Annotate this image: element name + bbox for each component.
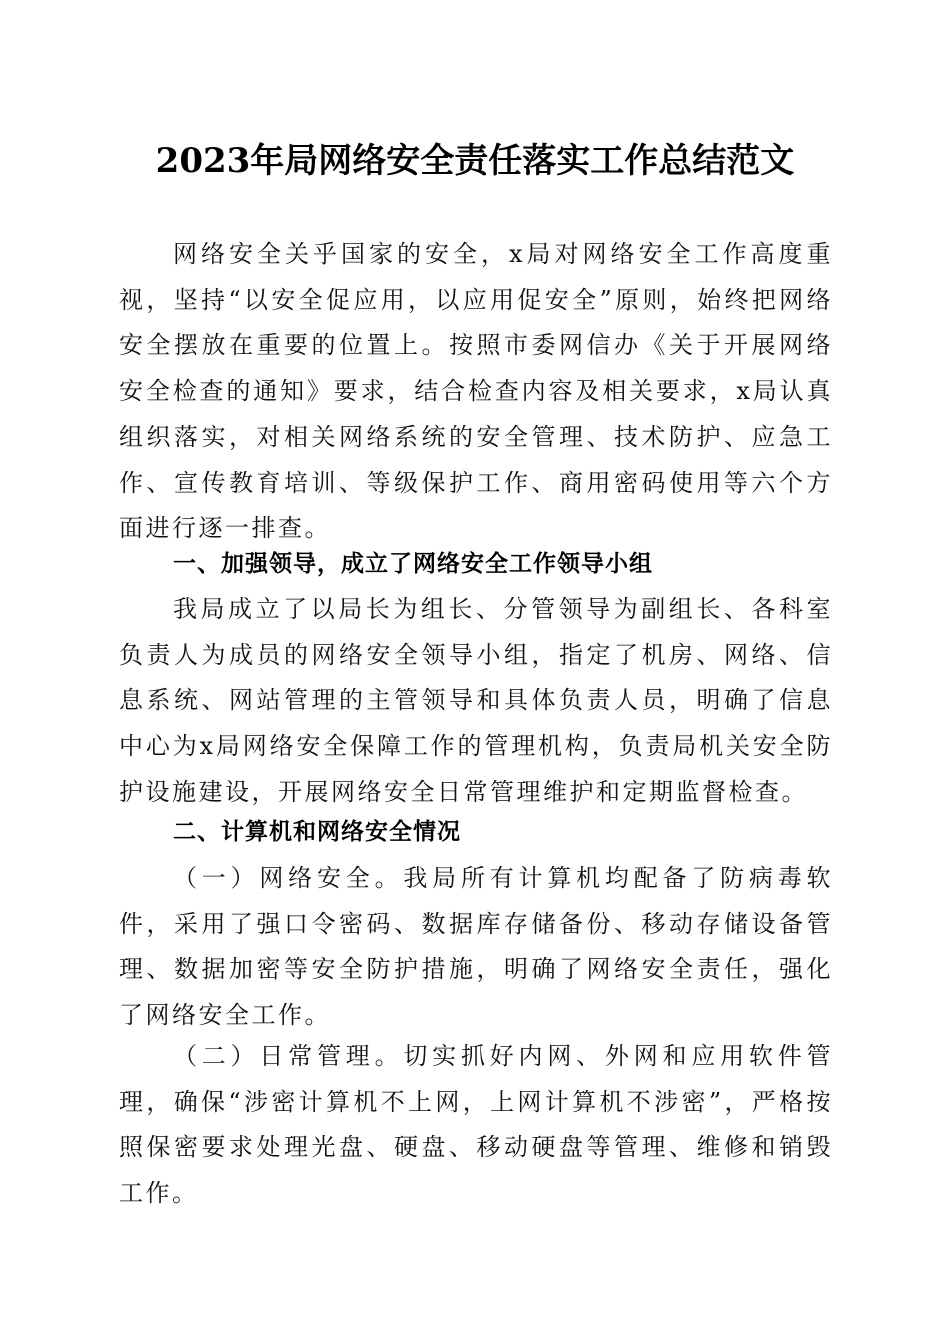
document-title: 2023年局网络安全责任落实工作总结范文 [155, 141, 795, 181]
section-1-heading: 一、加强领导，成立了网络安全工作领导小组 [173, 551, 653, 577]
section-2-heading: 二、计算机和网络安全情况 [173, 819, 461, 845]
section-2-paragraph-2: （二）日常管理。切实抓好内网、外网和应用软件管理，确保“涉密计算机不上网，上网计算机不涉密”，严格按照保密要求处理光盘、硬盘、移动硬盘等管理、维修和销毁工作。 [119, 1042, 833, 1208]
intro-paragraph: 网络安全关乎国家的安全，x局对网络安全工作高度重视，坚持“以安全促应用，以应用促安全”原则，始终把网络安全摆放在重要的位置上。按照市委网信办《关于开展网络安全检查的通知》要求，结合检查内容及相关要求，x局认真组织落实，对相关网络系统的安全管理、技术防护、应急工作、宣传教育培训、等级保护工作、商用密码使用等六个方面进行逐一排查。 [119, 240, 833, 543]
section-2-paragraph-1: （一）网络安全。我局所有计算机均配备了防病毒软件，采用了强口令密码、数据库存储备份、移动存储设备管理、数据加密等安全防护措施，明确了网络安全责任，强化了网络安全工作。 [119, 864, 833, 1030]
section-1-paragraph: 我局成立了以局长为组长、分管领导为副组长、各科室负责人为成员的网络安全领导小组，指定了机房、网络、信息系统、网站管理的主管领导和具体负责人员，明确了信息中心为x局网络安全保障工作的管理机构，负责局机关安全防护设施建设，开展网络安全日常管理维护和定期监督检查。 [119, 595, 833, 806]
